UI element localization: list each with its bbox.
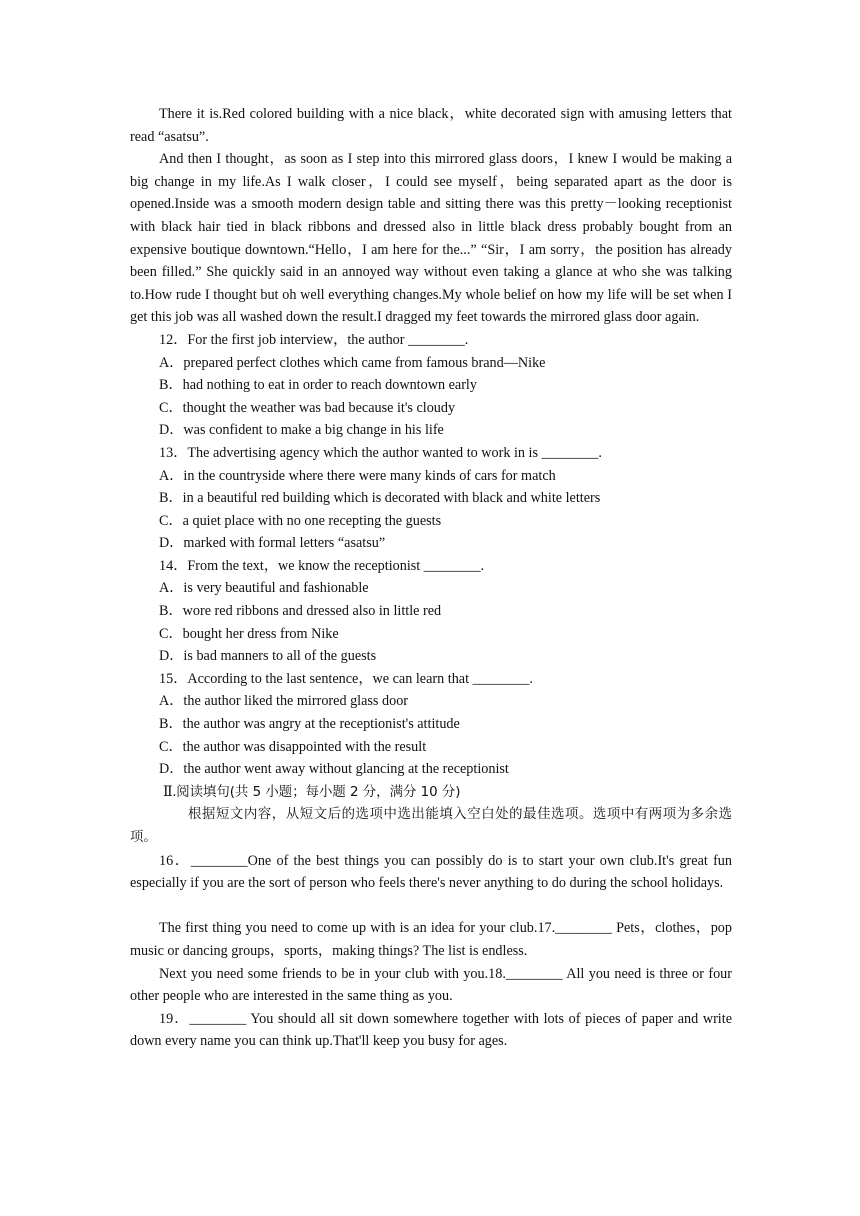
section-scoring: (共 5 小题；每小题 2 分，满分 10 分) <box>229 784 461 800</box>
question-12 <box>130 329 732 442</box>
cloze-paragraph-16: 16．________One of the best things you can possibly do is to start your own club.It's great fun especially if you are the sort of person who feels there's never anything to do during the school holidays. <box>130 852 732 892</box>
question-13 <box>130 442 732 555</box>
cloze-paragraph-19: 19．________ You should all sit down somewhere together with lots of pieces of paper and write down every name you can think up.That'll keep you busy for ages. <box>130 1010 732 1050</box>
question-15 <box>130 668 732 781</box>
option-a: A．is very beautiful and fashionable <box>159 580 369 597</box>
option-d: D．the author went away without glancing at the receptionist <box>159 761 509 778</box>
question-stem: 15．According to the last sentence，we can learn that ________. <box>159 670 533 687</box>
document-page <box>130 103 732 1053</box>
section-title: 阅读填句 <box>176 784 230 800</box>
option-d: D．marked with formal letters “asatsu” <box>159 535 386 552</box>
question-stem: 13．The advertising agency which the author wanted to work in is ________. <box>159 444 602 461</box>
option-c: C．bought her dress from Nike <box>159 625 339 642</box>
option-b: B．the author was angry at the receptionist's attitude <box>159 716 460 733</box>
option-b: B．in a beautiful red building which is decorated with black and white letters <box>159 490 601 507</box>
option-a: A．the author liked the mirrored glass door <box>159 693 409 710</box>
cloze-paragraph-18: Next you need some friends to be in your club with you.18.________ All you need is three or four other people who are interested in the same thing as you. <box>130 965 732 1005</box>
question-stem: 14．From the text，we know the receptionist ________. <box>159 557 485 574</box>
option-a: A．prepared perfect clothes which came from famous brand—Nike <box>159 354 546 371</box>
option-a: A．in the countryside where there were many kinds of cars for match <box>159 467 556 484</box>
section-number: Ⅱ. <box>163 783 177 800</box>
option-c: C．a quiet place with no one recepting the guests <box>159 512 442 529</box>
option-d: D．is bad manners to all of the guests <box>159 648 377 665</box>
cloze-paragraph-17: The first thing you need to come up with is an idea for your club.17.________ Pets，clothes，pop music or dancing groups，sports，making things? The list is endless. <box>130 920 732 959</box>
option-b: B．wore red ribbons and dressed also in little red <box>159 603 442 620</box>
option-c: C．thought the weather was bad because it's cloudy <box>159 399 456 416</box>
question-stem: 12．For the first job interview，the author ________. <box>159 331 469 348</box>
paragraph-spacer <box>130 895 732 918</box>
option-d: D．was confident to make a big change in his life <box>159 422 444 439</box>
section-instruction: 根据短文内容，从短文后的选项中选出能填入空白处的最佳选项。选项中有两项为多余选项。 <box>130 807 732 845</box>
option-c: C．the author was disappointed with the result <box>159 738 427 755</box>
section-heading <box>130 781 732 805</box>
passage-paragraph-1: There it is.Red colored building with a nice black，white decorated sign with amusing letters that read “asatsu”. <box>130 106 732 145</box>
option-b: B．had nothing to eat in order to reach downtown early <box>159 377 477 394</box>
question-14 <box>130 555 732 668</box>
passage-paragraph-2: And then I thought，as soon as I step into this mirrored glass doors，I knew I would be making a big change in my life.As I walk closer，I could see myself，being separated apart as the door is opened.Inside was a smooth modern design table and sitting there was this pretty－looking receptionist with black hair tied in black ribbons and dressed also in little black dress probably bought from an expensive boutique downtown.“Hello，I am here for the...” “Sir，I am sorry，the position has already been filled.” She quickly said in an annoyed way without even taking a glance at who she was talking to.How rude I thought but oh well everything changes.My whole belief on how my life will be set when I get this job was all washed down the result.I dragged my feet towards the mirrored glass door again. <box>130 151 732 326</box>
